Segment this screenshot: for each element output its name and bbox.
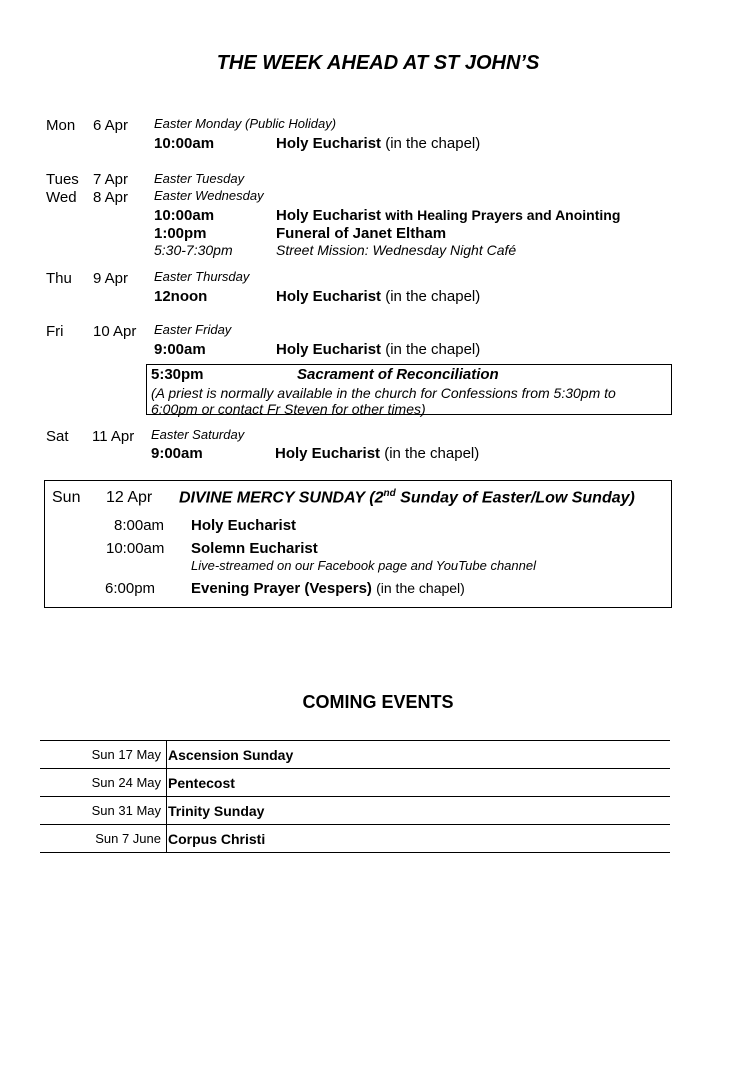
event-date: Sun 7 June [95, 831, 161, 846]
event-row [40, 741, 670, 769]
event-separator [166, 797, 167, 824]
tue-date: 7 Apr [93, 171, 129, 188]
thu-service-name: Holy Eucharist [276, 288, 382, 305]
sat-service-name: Holy Eucharist [275, 445, 381, 462]
event-separator [166, 741, 167, 768]
sat-service-note: (in the chapel) [384, 445, 480, 462]
event-date: Sun 17 May [91, 747, 161, 762]
event-date: Sun 24 May [91, 775, 161, 790]
sun-time-1: 8:00am [114, 517, 165, 534]
event-name: Trinity Sunday [168, 803, 265, 819]
event-date: Sun 31 May [91, 803, 161, 818]
sun-service-3-name: Evening Prayer (Vespers) [191, 580, 372, 597]
thu-sub: Easter Thursday [154, 269, 250, 284]
event-name: Corpus Christi [168, 831, 266, 847]
wed-service-1 [276, 207, 620, 224]
wed-service-1-name: Holy Eucharist [276, 207, 382, 224]
sun-service-2: Solemn Eucharist [191, 540, 318, 557]
wed-service-2: Funeral of Janet Eltham [276, 225, 447, 242]
event-row [40, 825, 670, 853]
sun-time-2: 10:00am [106, 540, 165, 557]
reconciliation-time: 5:30pm [151, 366, 204, 383]
mon-time: 10:00am [154, 135, 215, 152]
wed-date: 8 Apr [93, 189, 129, 206]
mon-service-name: Holy Eucharist [276, 135, 382, 152]
fri-day: Fri [46, 323, 64, 340]
wed-time-2: 1:00pm [154, 225, 207, 242]
sun-heading-a: DIVINE MERCY SUNDAY (2 [179, 489, 384, 507]
coming-events-title: COMING EVENTS [302, 692, 454, 712]
thu-date: 9 Apr [93, 270, 129, 287]
mon-day: Mon [46, 117, 76, 134]
thu-service [276, 288, 480, 305]
wed-day: Wed [46, 189, 77, 206]
thu-time: 12noon [154, 288, 208, 305]
sun-service-3 [191, 580, 465, 597]
tue-sub: Easter Tuesday [154, 171, 245, 186]
wed-sub: Easter Wednesday [154, 188, 264, 203]
sun-heading-sup: nd [383, 488, 396, 499]
fri-service-note: (in the chapel) [385, 341, 481, 358]
mon-date: 6 Apr [93, 117, 129, 134]
reconciliation-note-1: (A priest is normally available in the church for Confessions from 5:30pm to [151, 385, 616, 401]
thu-service-note: (in the chapel) [385, 288, 481, 305]
mon-service [276, 135, 480, 152]
fri-date: 10 Apr [93, 323, 137, 340]
thu-day: Thu [46, 270, 72, 287]
sun-service-3-note: (in the chapel) [376, 580, 465, 596]
event-name: Ascension Sunday [168, 747, 294, 763]
wed-service-3: Street Mission: Wednesday Night Café [276, 242, 517, 258]
sun-date: 12 Apr [106, 489, 153, 506]
mon-sub: Easter Monday (Public Holiday) [154, 116, 337, 131]
sun-service-1: Holy Eucharist [191, 517, 297, 534]
fri-sub: Easter Friday [154, 322, 232, 337]
sat-day: Sat [46, 428, 69, 445]
reconciliation-title: Sacrament of Reconciliation [297, 366, 499, 383]
reconciliation-note-2: 6:00pm or contact Fr Steven for other times) [151, 401, 426, 417]
fri-time: 9:00am [154, 341, 206, 358]
sat-date: 11 Apr [92, 428, 135, 445]
event-separator [166, 825, 167, 852]
mon-service-note: (in the chapel) [385, 135, 481, 152]
event-separator [166, 769, 167, 796]
sun-heading-b: Sunday of Easter/Low Sunday) [395, 489, 635, 507]
tue-day: Tues [46, 171, 79, 188]
event-name: Pentecost [168, 775, 235, 791]
wed-time-3: 5:30-7:30pm [154, 242, 233, 258]
sun-day: Sun [52, 489, 81, 506]
sat-sub: Easter Saturday [151, 427, 245, 442]
sat-service [275, 445, 479, 462]
sat-time: 9:00am [151, 445, 203, 462]
event-row [40, 769, 670, 797]
sun-time-3: 6:00pm [105, 580, 156, 597]
fri-service-name: Holy Eucharist [276, 341, 382, 358]
event-row [40, 797, 670, 825]
sun-heading [179, 488, 635, 507]
page-title: THE WEEK AHEAD AT ST JOHN’S [216, 52, 540, 74]
wed-service-1-extra: with Healing Prayers and Anointing [385, 207, 621, 223]
wed-time-1: 10:00am [154, 207, 215, 224]
sun-service-2-note: Live-streamed on our Facebook page and YouTube channel [191, 558, 536, 573]
fri-service [276, 341, 480, 358]
